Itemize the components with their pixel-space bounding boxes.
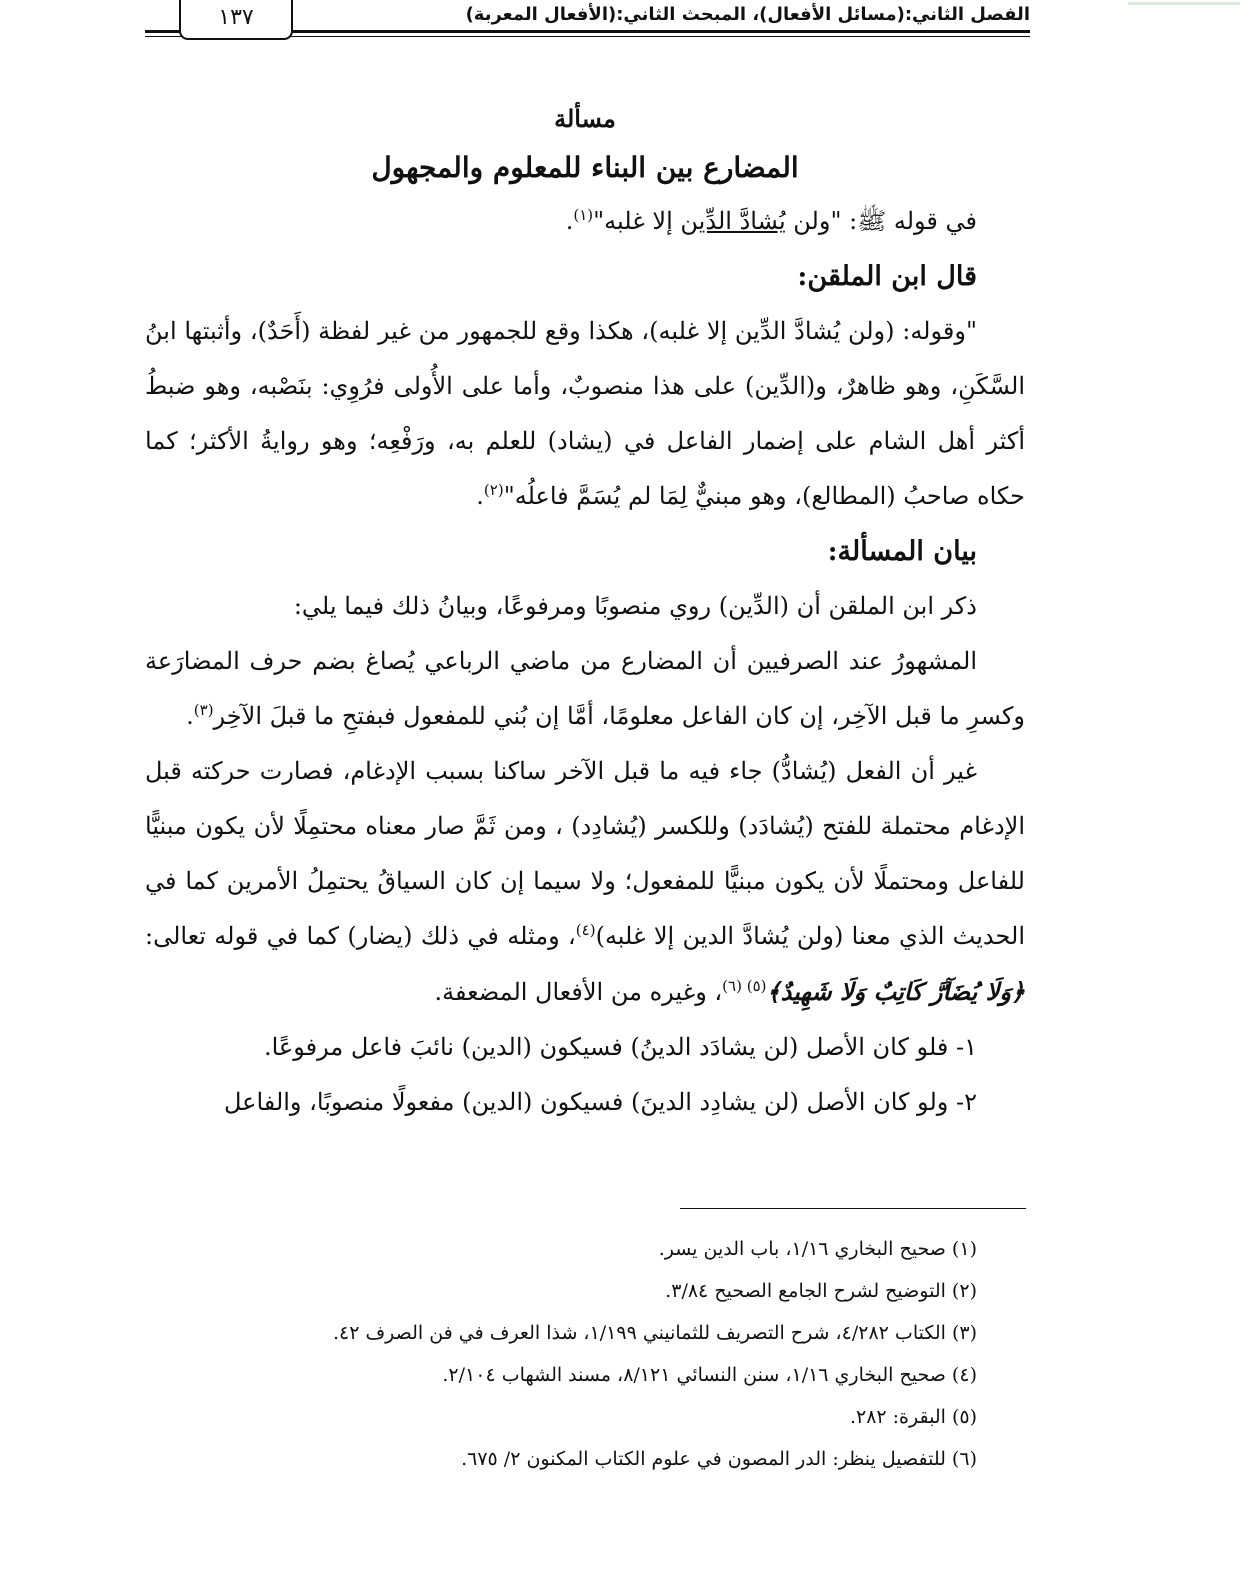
footnote-6: (٦) للتفصيل ينظر: الدر المصون في علوم الكتاب المكنون ٢/ ٦٧٥. [461,1448,977,1470]
footnote-ref-1[interactable]: (١) [573,206,594,224]
footnote-4: (٤) صحيح البخاري ١/١٦، سنن النسائي ٨/١٢١، مسند الشهاب ٢/١٠٤. [442,1364,977,1386]
corner-mark [1128,2,1240,5]
hadith-end: . [565,207,574,235]
page-body [145,92,1025,1130]
paragraph-3-c: ، وغيره من الأفعال المضعفة. [434,978,723,1006]
hadith-underlined: يُشادَّ الدِّين [680,207,786,235]
page-number: ١٣٧ [179,0,293,40]
paragraph-2 [145,634,1025,744]
paragraph-3-b: ، ومثله في ذلك (يضار) كما في قوله تعالى: [145,922,576,950]
footnote-2: (٢) التوضيح لشرح الجامع الصحيح ٣/٨٤. [665,1280,977,1302]
section-subtitle: المضارع بين البناء للمعلوم والمجهول [371,151,799,184]
quote-paragraph [145,304,1025,524]
footnote-5: (٥) البقرة: ٢٨٢. [849,1406,977,1428]
footnote-ref-3[interactable]: (٣) [193,701,214,719]
paragraph-2-end: . [186,702,194,730]
footnote-3: (٣) الكتاب ٤/٢٨٢، شرح التصريف للثمانيني ١/١٩٩، شذا العرف في فن الصرف ٤٢. [332,1322,977,1344]
heading-ibn-mulaqqin: قال ابن الملقن: [797,261,977,292]
footnote-ref-2[interactable]: (٢) [483,481,504,499]
heading-explanation: بيان المسألة: [827,536,977,567]
footnote-ref-4[interactable]: (٤) [575,921,596,939]
list-item-2: ٢- ولو كان الأصل (لن يشادِد الدينَ) فسيكون (الدين) مفعولًا منصوبًا، والفاعل [224,1088,977,1116]
quran-verse: ﴿وَلَا يُضَآرَّ كَاتِبٌ وَلَا شَهِيدٌ﴾ [766,977,1025,1006]
hadith-prefix: في قوله ﷺ: "ولن [785,207,977,235]
quote-text: "وقوله: (ولن يُشادَّ الدِّين إلا غلبه)، هكذا وقع للجمهور من غير لفظة (أَحَدٌ)، وأثبتها ابنُ السَّكَنِ، وهو ظاهرٌ، و(الدِّين) على هذا منصوبٌ، وأما على الأُولى فرُوِي: بنَصْبه، وهو ضبطُ أكثر أهل الشام على إضمار الفاعل في (يشاد) للعلم به، ورَفْعِه؛ وهو روايةُ الأكثر؛ كما حكاه صاحبُ (المطالع)، وهو مبنيٌّ لِمَا لم يُسَمَّ فاعلُه" [145,317,1025,510]
running-header-title: الفصل الثاني:(مسائل الأفعال)، المبحث الثاني:(الأفعال المعربة) [465,4,1030,25]
paragraph-2-text: المشهورُ عند الصرفيين أن المضارع من ماضي الرباعي يُصاغ بضم حرف المضارَعة وكسرِ ما قبل الآخِر، إن كان الفاعل معلومًا، أمَّا إن بُني للمفعول فبفتحِ ما قبلَ الآخِر [145,647,1025,730]
hadith-line [145,194,1025,249]
footnote-ref-5-6[interactable]: (٥) (٦) [722,977,767,995]
footnote-1: (١) صحيح البخاري ١/١٦، باب الدين يسر. [658,1238,977,1260]
footnote-separator [680,1208,1026,1209]
page-header [145,0,1030,44]
paragraph-3 [145,744,1025,1020]
section-title: مسألة [554,104,616,133]
hadith-suffix: إلا غلبه" [593,207,681,235]
paragraph-3-a: غير أن الفعل (يُشادُّ) جاء فيه ما قبل الآخر ساكنا بسبب الإدغام، فصارت حركته قبل الإدغام محتملة للفتح (يُشادَد) وللكسر (يُشادِد) ، ومن ثَمَّ صار معناه محتمِلًا لأن يكون مبنيًّا للفاعل ومحتملًا لأن يكون مبنيًّا للمفعول؛ ولا سيما إن كان السياقُ يحتمِلُ الأمرين كما في الحديث الذي معنا (ولن يُشادَّ الدين إلا غلبه) [145,757,1026,950]
footnotes [145,1228,1025,1480]
quote-end: . [476,482,484,510]
paragraph-1: ذكر ابن الملقن أن (الدِّين) روي منصوبًا ومرفوعًا، وبيانُ ذلك فيما يلي: [293,592,977,620]
list-item-1: ١- فلو كان الأصل (لن يشادَد الدينُ) فسيكون (الدين) نائبَ فاعل مرفوعًا. [263,1033,977,1061]
